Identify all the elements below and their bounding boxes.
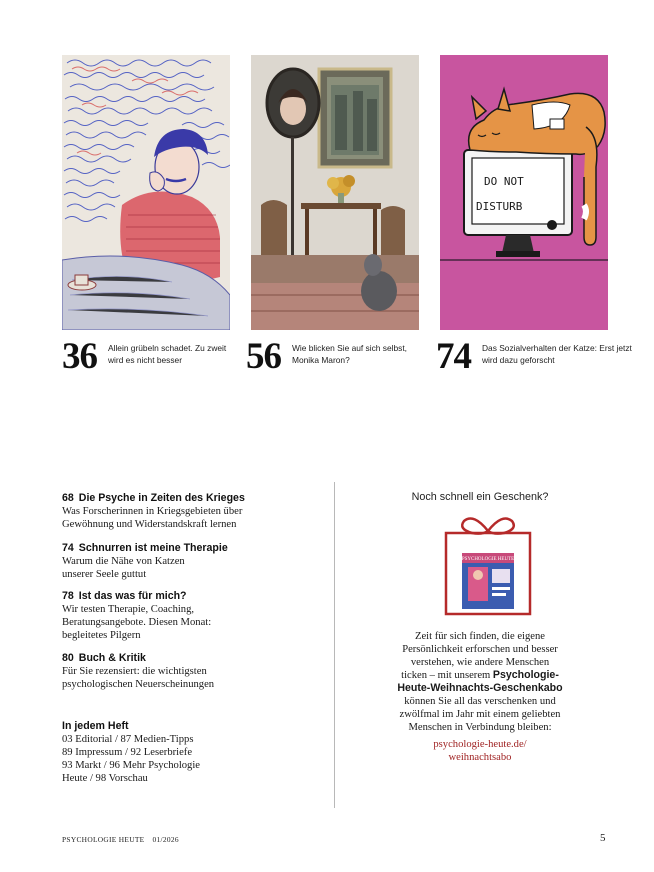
contents-page-number: 78 [62,590,74,602]
screen-text-2: DISTURB [476,200,523,213]
contents-item-line: Für Sie rezensiert: die wichtigsten [62,666,207,677]
teaser-page-number: 36 [62,336,97,377]
teaser-text: Allein grübeln schadet. Zu zweit wird es nicht besser [108,343,227,365]
contents-item-heading [62,590,322,603]
photo-interior-portrait [251,55,419,330]
promo-text [352,630,608,734]
cat-monitor-drawing [440,55,608,330]
illustration-thinking-person [62,55,230,330]
promo-line: Persönlichkeit erforschen und besser [402,644,558,655]
promo-line: verstehen, wie andere Menschen [410,657,550,668]
contents-item-80 [62,652,322,691]
regular-sections-line: 03 Editorial / 87 Medien-Tipps [62,734,194,745]
contents-item-heading [62,652,322,665]
contents-item-line: Beratungsangebote. Diesen Monat: [62,617,212,628]
promo-bold-text: Psychologie- [492,669,559,681]
footer-issue: 01/2026 [152,835,179,844]
contents-item-heading [62,492,322,505]
promo-line: können Sie all das verschenken und [404,696,556,707]
promo-link[interactable] [352,738,608,764]
contents-page-number: 80 [62,652,74,664]
screen-text-1: DO NOT [484,175,524,188]
footer-magazine-name: PSYCHOLOGIE HEUTE [62,835,145,844]
cover-masthead: PSYCHOLOGIE HEUTE [461,557,515,562]
contents-item-heading [62,542,322,555]
illustration-cat-monitor [440,55,608,330]
promo-line: zwölfmal im Jahr mit einem geliebten [399,709,561,720]
promo-link-line[interactable]: weihnachtsabo [448,752,512,763]
thinking-person-drawing [62,55,230,330]
regular-sections-line: Heute / 98 Vorschau [62,773,148,784]
contents-item-74 [62,542,322,581]
regular-sections-title: In jedem Heft [62,720,129,732]
footer-page-number: 5 [600,832,606,844]
promo-bold-text: Heute-Weihnachts-Geschenkabo [397,682,563,694]
contents-item-line: unserer Seele guttut [62,569,147,580]
regular-sections-line: 89 Impressum / 92 Leserbriefe [62,747,193,758]
promo-link-line[interactable]: psychologie-heute.de/ [433,739,527,750]
contents-item-line: Wir testen Therapie, Coaching, [62,604,195,615]
regular-sections-line: 93 Markt / 96 Mehr Psychologie [62,760,200,771]
contents-page-number: 68 [62,492,74,504]
contents-page-number: 74 [62,542,74,554]
teaser-text: Wie blicken Sie auf sich selbst, Monika Maron? [292,343,407,365]
teaser-page-number: 56 [246,336,281,377]
promo-line-prefix: ticken – mit unserem [401,670,493,681]
column-divider [334,482,335,808]
promo-line: Zeit für sich finden, die eigene [414,631,546,642]
teaser-text: Das Sozialverhalten der Katze: Erst jetzt wird dazu geforscht [482,343,632,365]
contents-item-title: Ist das was für mich? [78,590,187,602]
contents-item-title: Schnurren ist meine Therapie [78,542,228,554]
interior-photo [251,55,419,330]
contents-item-line: begleitetes Pilgern [62,630,141,641]
teaser-74 [436,336,632,382]
promo-line: Menschen in Verbindung bleiben: [408,722,552,733]
teaser-36 [62,336,232,382]
contents-item-title: Buch & Kritik [78,652,146,664]
teaser-56 [246,336,426,382]
contents-item-title: Die Psyche in Zeiten des Krieges [78,492,245,504]
promo-line [352,669,608,682]
contents-item-68 [62,492,322,531]
gift-box-icon [444,513,532,616]
promo-title: Noch schnell ein Geschenk? [411,491,549,503]
contents-item-line: Warum die Nähe von Katzen [62,556,185,567]
contents-item-line: psychologischen Neuerscheinungen [62,679,215,690]
teaser-page-number: 74 [436,336,471,377]
footer-magazine-info [62,835,179,844]
regular-sections [62,720,322,785]
contents-item-78 [62,590,322,642]
gift-illustration [444,513,532,616]
contents-item-line: Was Forscherinnen in Kriegsgebieten über [62,506,243,517]
contents-item-line: Gewöhnung und Widerstandskraft lernen [62,519,237,530]
